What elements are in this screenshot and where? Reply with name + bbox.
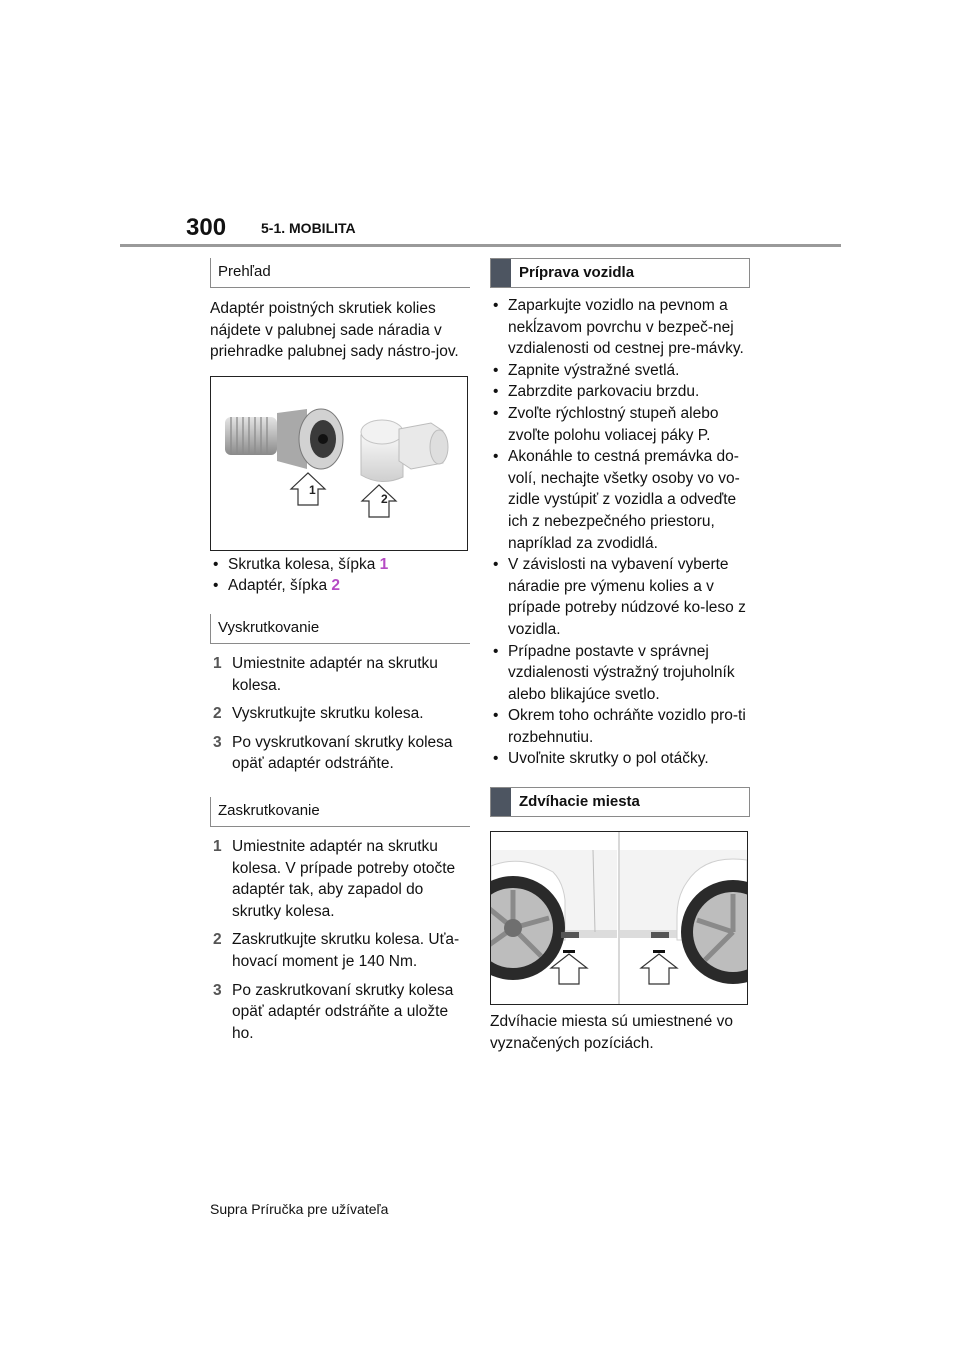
- lifting-points-illustration: [491, 832, 747, 1004]
- overview-text: Adaptér poistných skrutiek kolies nájdete v palubnej sade náradia v priehradke palubnej sady nástro-jov.: [210, 300, 459, 361]
- figure-label-1: 1: [309, 482, 316, 497]
- section-title: 5-1. MOBILITA: [261, 220, 356, 236]
- lift-heading: Zdvíhacie miesta: [490, 787, 750, 817]
- step-item: 1 Umiestnite adaptér na skrutku kolesa.: [213, 654, 438, 694]
- arrow-2-icon: [362, 485, 396, 517]
- figure-legend: [210, 554, 470, 597]
- prep-bullets: [490, 295, 750, 770]
- legend-item: • Skrutka kolesa, šípka 1: [210, 554, 470, 576]
- step-item: 3 Po zaskrutkovaní skrutky kolesa opäť adaptér odstráňte a uložte ho.: [213, 981, 454, 1042]
- unscrew-steps: [210, 653, 470, 775]
- arrow-1-icon: [291, 473, 325, 505]
- prep-item: • Akonáhle to cestná premávka do-volí, nechajte všetky osoby vo vo-zidle vystúpiť z vozidla a odveďte ich z nebezpečného priestoru, napríklad za zvodidlá.: [490, 446, 750, 554]
- prep-item: • Prípadne postavte v správnej vzdialenosti výstražný trojuholník alebo blikajúce svetlo.: [490, 641, 750, 706]
- prep-item: • Zvoľte rýchlostný stupeň alebo zvoľte polohu voliacej páky P.: [490, 403, 750, 446]
- prep-item: • Uvoľnite skrutky o pol otáčky.: [490, 748, 750, 770]
- page-number: 300: [186, 214, 227, 241]
- right-column: [490, 258, 750, 1054]
- wheel-bolt-illustration: [211, 377, 467, 550]
- prep-item: • Zaparkujte vozidlo na pevnom a nekĺzavom povrchu v bezpeč-nej vzdialenosti od cestnej pre-mávky.: [490, 295, 750, 360]
- prep-item: • V závislosti na vybavení vyberte náradie pre výmenu kolies a v prípade potreby núdzové ko-leso z vozidla.: [490, 554, 750, 640]
- legend-item: • Adaptér, šípka 2: [210, 575, 470, 597]
- left-column: [210, 258, 470, 1051]
- screw-heading: Zaskrutkovanie: [210, 797, 470, 827]
- wheel-bolt-icon: [225, 409, 343, 469]
- figure-label-2: 2: [381, 491, 388, 506]
- step-item: 2 Zaskrutkujte skrutku kolesa. Uťa-hovací moment je 140 Nm.: [213, 931, 460, 970]
- screw-steps: [210, 836, 470, 1044]
- header-rule: [120, 244, 841, 247]
- unscrew-heading: Vyskrutkovanie: [210, 614, 470, 644]
- step-item: 2 Vyskrutkujte skrutku kolesa.: [213, 705, 424, 723]
- adapter-icon: [361, 420, 448, 482]
- overview-heading: Prehľad: [210, 258, 470, 288]
- footer-text: Supra Príručka pre užívateľa: [210, 1201, 389, 1217]
- prep-item: • Okrem toho ochráňte vozidlo pro-ti rozbehnutiu.: [490, 705, 750, 748]
- step-item: 1 Umiestnite adaptér na skrutku kolesa. V prípade potreby otočte adaptér tak, aby zapadol do skrutky kolesa.: [213, 837, 456, 920]
- prep-item: • Zapnite výstražné svetlá.: [490, 360, 750, 382]
- step-item: 3 Po vyskrutkovaní skrutky kolesa opäť adaptér odstráňte.: [213, 733, 453, 773]
- lifting-points-figure: [490, 831, 748, 1005]
- prep-heading: Príprava vozidla: [490, 258, 750, 288]
- wheel-bolt-figure: [210, 376, 468, 551]
- prep-item: • Zabrzdite parkovaciu brzdu.: [490, 381, 750, 403]
- lift-caption: Zdvíhacie miesta sú umiestnené vo vyznačených pozíciách.: [490, 1013, 733, 1052]
